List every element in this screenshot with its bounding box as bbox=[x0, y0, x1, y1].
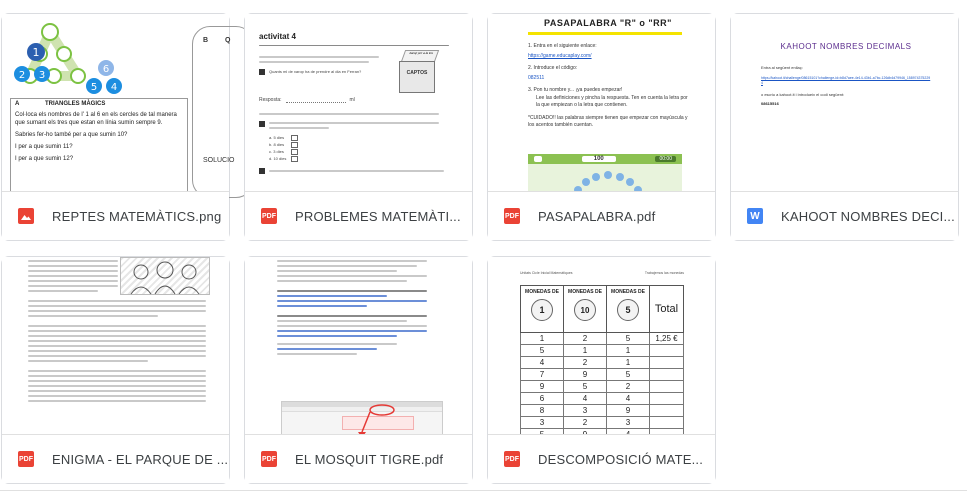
option: b. 8 dies bbox=[269, 142, 285, 147]
file-card-pasapalabra[interactable] bbox=[487, 13, 716, 241]
question-text: Quants ml de xarop ha de prendre al dia en Ferran? bbox=[269, 69, 362, 74]
image-file-icon bbox=[18, 208, 34, 224]
coin-icon: 10 bbox=[574, 299, 596, 321]
table-cell: 1,25 € bbox=[650, 333, 684, 345]
table-cell bbox=[650, 381, 684, 393]
box-top-label: Xarop per a la tos bbox=[401, 50, 439, 62]
answer-label: Resposta: bbox=[259, 97, 282, 103]
file-name-bar bbox=[245, 434, 472, 483]
table-cell bbox=[650, 417, 684, 429]
table-cell: 2 bbox=[607, 381, 650, 393]
table-cell: 5 bbox=[607, 369, 650, 381]
file-card-mosquit[interactable] bbox=[244, 256, 473, 484]
table-cell: 9 bbox=[607, 405, 650, 417]
table-cell: 1 bbox=[607, 345, 650, 357]
file-card-kahoot[interactable] bbox=[730, 13, 959, 241]
table-cell: 5 bbox=[607, 333, 650, 345]
circle-number: 4 bbox=[110, 82, 118, 93]
unit-label: ml bbox=[349, 97, 355, 103]
circle-number: 6 bbox=[102, 64, 110, 75]
table-cell: 9 bbox=[521, 381, 564, 393]
table-header-row bbox=[521, 286, 684, 333]
pdf-file-icon: PDF bbox=[261, 208, 277, 224]
challenge-question: I per a que sumin 11? bbox=[15, 144, 73, 150]
file-thumbnail bbox=[245, 257, 472, 437]
file-name: ENIGMA - EL PARQUE DE ... bbox=[52, 451, 229, 467]
letter-wheel-image bbox=[528, 164, 682, 194]
activity-title: activitat 4 bbox=[259, 32, 296, 41]
instruction-text: o escriu a kahoot.it i introdueix el codi següent: bbox=[761, 92, 845, 97]
circle-number: 1 bbox=[32, 46, 40, 59]
file-thumbnail bbox=[2, 14, 235, 194]
file-card-descomposicio[interactable] bbox=[487, 256, 716, 484]
table-cell: 1 bbox=[607, 357, 650, 369]
table-cell: 1 bbox=[521, 333, 564, 345]
document-title: KAHOOT NOMBRES DECIMALS bbox=[780, 42, 912, 51]
table-cell: 5 bbox=[521, 345, 564, 357]
side-label-q: Q bbox=[225, 37, 231, 44]
column-header: MONEDAS DE bbox=[568, 289, 602, 295]
pdf-file-icon: PDF bbox=[504, 451, 520, 467]
file-thumbnail bbox=[2, 257, 229, 437]
file-card-enigma[interactable] bbox=[1, 256, 230, 484]
table-cell bbox=[650, 345, 684, 357]
file-name-bar bbox=[488, 434, 715, 483]
table-row bbox=[521, 369, 684, 381]
game-score: 100 bbox=[582, 156, 616, 162]
table-cell: 2 bbox=[564, 417, 607, 429]
table-cell: 6 bbox=[521, 393, 564, 405]
file-name-bar bbox=[731, 191, 958, 240]
step-text: 3. Pon tu nombre y... ¡ya puedes empezar! bbox=[528, 87, 623, 93]
option: c. 3 dies bbox=[269, 149, 284, 154]
table-row bbox=[521, 381, 684, 393]
pdf-file-icon: PDF bbox=[261, 451, 277, 467]
column-header: Total bbox=[650, 286, 684, 333]
table-cell: 1 bbox=[564, 345, 607, 357]
file-card-reptes[interactable] bbox=[1, 13, 235, 241]
pdf-file-icon: PDF bbox=[504, 208, 520, 224]
table-cell bbox=[650, 369, 684, 381]
step-link: https://game.educaplay.com/ bbox=[528, 53, 592, 59]
challenge-heading: TRIANGLES MÀGICS bbox=[45, 101, 106, 107]
file-card-problemes[interactable] bbox=[244, 13, 473, 241]
table-cell: 4 bbox=[564, 393, 607, 405]
table-cell: 3 bbox=[521, 417, 564, 429]
challenge-body: Col·loca els nombres de l' 1 al 6 en els cercles de tal manera que sumant els tres que estan en línia sumin sempre 9. bbox=[15, 112, 177, 126]
pdf-file-icon: PDF bbox=[18, 451, 34, 467]
step-detail: Lee las definiciones y pincha la respuesta. Ten en cuenta la letra por la que empiezan o la letra que contienen. bbox=[536, 95, 688, 108]
document-title: PASAPALABRA "R" o "RR" bbox=[544, 18, 672, 28]
option-list bbox=[269, 134, 455, 162]
word-file-icon: W bbox=[747, 208, 763, 224]
column-header: MONEDAS DE bbox=[525, 289, 559, 295]
table-row bbox=[521, 345, 684, 357]
coin-icon: 5 bbox=[617, 299, 639, 321]
table-row bbox=[521, 357, 684, 369]
challenge-text-block bbox=[10, 98, 188, 200]
warning-note: *CUIDADO!! las palabras siempre tienen que empezar con mayúscula y los acentos también cuentan. bbox=[528, 115, 688, 128]
file-thumbnail bbox=[731, 14, 958, 194]
table-cell: 4 bbox=[607, 393, 650, 405]
coin-icon: 1 bbox=[531, 299, 553, 321]
file-name-bar bbox=[245, 191, 472, 240]
file-name: PASAPALABRA.pdf bbox=[538, 208, 656, 224]
option: d. 10 dies bbox=[269, 156, 287, 161]
table-cell bbox=[650, 405, 684, 417]
file-thumbnail bbox=[488, 14, 715, 194]
instruction-text: Entra al següent enllaç: bbox=[761, 65, 803, 70]
side-label-b: B bbox=[203, 37, 209, 44]
table-cell: 7 bbox=[521, 369, 564, 381]
step-text: 2. Introduce el código: bbox=[528, 65, 578, 71]
challenge-question: Sabries fer-ho també per a que sumin 10? bbox=[15, 132, 128, 138]
circle-number: 3 bbox=[38, 70, 46, 81]
table-cell: 3 bbox=[564, 405, 607, 417]
table-cell: 2 bbox=[564, 333, 607, 345]
table-row bbox=[521, 393, 684, 405]
challenge-question: I per a que sumin 12? bbox=[15, 156, 74, 162]
red-arrow-icon bbox=[282, 402, 442, 438]
file-name-bar bbox=[2, 191, 229, 240]
file-name-bar bbox=[2, 434, 229, 483]
kahoot-link: https://kahoot.it/challenge/08615101?challenge-id=b8d7aee-4e14-43b1-a7bc-126db4d79946_1589743752294 bbox=[761, 76, 931, 85]
column-header: MONEDAS DE bbox=[611, 289, 645, 295]
table-row bbox=[521, 333, 684, 345]
table-row bbox=[521, 417, 684, 429]
section-label: A bbox=[15, 101, 20, 107]
coin-table bbox=[520, 285, 684, 453]
file-name: REPTES MATEMÀTICS.png bbox=[52, 208, 222, 224]
table-cell: 5 bbox=[564, 381, 607, 393]
step-text: 1. Entra en el siguiente enlace: bbox=[528, 43, 597, 49]
table-row bbox=[521, 405, 684, 417]
file-thumbnail bbox=[245, 14, 472, 194]
kahoot-code: 08615516 bbox=[761, 101, 779, 106]
table-cell bbox=[650, 357, 684, 369]
file-name: PROBLEMES MATEMÀTI... bbox=[295, 208, 461, 224]
table-cell bbox=[650, 393, 684, 405]
table-cell: 4 bbox=[521, 357, 564, 369]
box-label: CAPTOS bbox=[399, 61, 435, 93]
table-cell: 3 bbox=[607, 417, 650, 429]
table-cell: 2 bbox=[564, 357, 607, 369]
game-code: 082511 bbox=[528, 75, 545, 81]
header-left: Unitats Cicle Inicial Matemàtiques bbox=[520, 271, 573, 275]
circle-number: 2 bbox=[18, 70, 26, 81]
table-cell: 9 bbox=[564, 369, 607, 381]
header-right: Trabajemos las monedas bbox=[644, 271, 684, 275]
medicine-box-image bbox=[399, 50, 439, 96]
table-cell: 8 bbox=[521, 405, 564, 417]
side-label-solucio: SOLUCIO bbox=[203, 157, 235, 164]
game-screenshot bbox=[528, 154, 682, 194]
cartoon-illustration bbox=[120, 257, 210, 295]
circle-number: 5 bbox=[90, 82, 98, 93]
file-name-bar bbox=[488, 191, 715, 240]
game-timer: 00:00 bbox=[655, 156, 676, 162]
file-name: EL MOSQUIT TIGRE.pdf bbox=[295, 451, 444, 467]
file-name: KAHOOT NOMBRES DECI... bbox=[781, 208, 955, 224]
file-thumbnail bbox=[488, 257, 715, 437]
option: a. 5 dies bbox=[269, 135, 285, 140]
file-name: DESCOMPOSICIÓ MATE... bbox=[538, 451, 704, 467]
